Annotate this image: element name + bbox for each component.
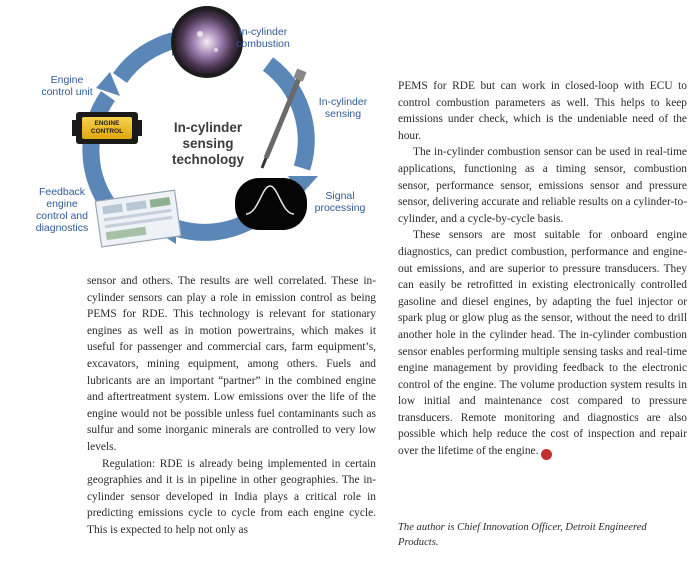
paragraph: sensor and others. The results are well correlated. These in-cylinder sensors can play a role in emission control as being PEMS for RDE. This technology is relevant for stationary engines as well as in motion powertrains, which makes it useful for passenger and commercial cars, farm equipment’s, excavators, mining equipment, among others. Fuels and lubricants are an important “partner” in the combined engine and aftertreatment system. Low emissions over the life of the engine would not be possible unless fuel contaminants such as sulfur and some inorganic minerals are controlled to very low levels. — [87, 275, 376, 453]
right-column — [398, 78, 687, 460]
label-in-cylinder-combustion: In-cylinder combustion — [236, 26, 290, 50]
paragraph: Regulation: RDE is already being implemented in certain geographies and it is in pipeline in other geographies. The in-cylinder sensor developed in India plays a critical role in predicting emissions cycle to cycle from each engine cycle. This is expected to help not only as — [87, 457, 376, 536]
label-in-cylinder-sensing: In-cylinder sensing — [318, 96, 368, 120]
paragraph: The in-cylinder combustion sensor can be used in real-time applications, functioning as a timing sensor, combustion sensor, performance sensor, emissions sensor and pressure sensor, delivering accurate and reliable results on a cylinder-to-cylinder, and a cycle-by-cycle basis. — [398, 146, 687, 225]
left-column — [87, 273, 376, 539]
author-note: The author is Chief Innovation Officer, Detroit Engineered Products. — [398, 522, 647, 548]
ecu-device-label: ENGINE CONTROL — [90, 120, 124, 135]
paragraph-text: These sensors are most suitable for onboard engine diagnostics, can predict combustion, performance and engine- out emissions, and are superior to pressure transducers. They can easily be retrofitted in existing electronically controlled gasoline and diesel engines, by adapting the fuel injector or spark plug or glow plug as the sensor, without the need to drill another hole in the cylinder head. The in-cylinder combustion sensor enables performing multiple sensing tasks and real-time engine management by providing feedback to the electronic control of the engine. The volume production system results in low initial and maintenance cost compared to pressure transducers. Remote monitoring and diagnostics are also possible which help reduce the cost of inspection and repair over the lifetime of the engine. — [398, 229, 687, 458]
end-of-article-icon: TM — [541, 449, 552, 460]
paragraph: PEMS for RDE but can work in closed-loop with ECU to control combustion parameters as well. This helps to keep emissions under check, which is the undeniable need of the hour. — [398, 80, 687, 142]
sensing-cycle-diagram — [0, 0, 385, 272]
paragraph-final — [398, 227, 687, 460]
label-signal-processing: Signal processing — [314, 190, 366, 214]
label-feedback-diagnostics: Feedback engine control and diagnostics — [35, 186, 89, 234]
label-engine-control-unit: Engine control unit — [41, 74, 93, 98]
diagram-center-title: In-cylinder sensing technology — [171, 120, 244, 167]
